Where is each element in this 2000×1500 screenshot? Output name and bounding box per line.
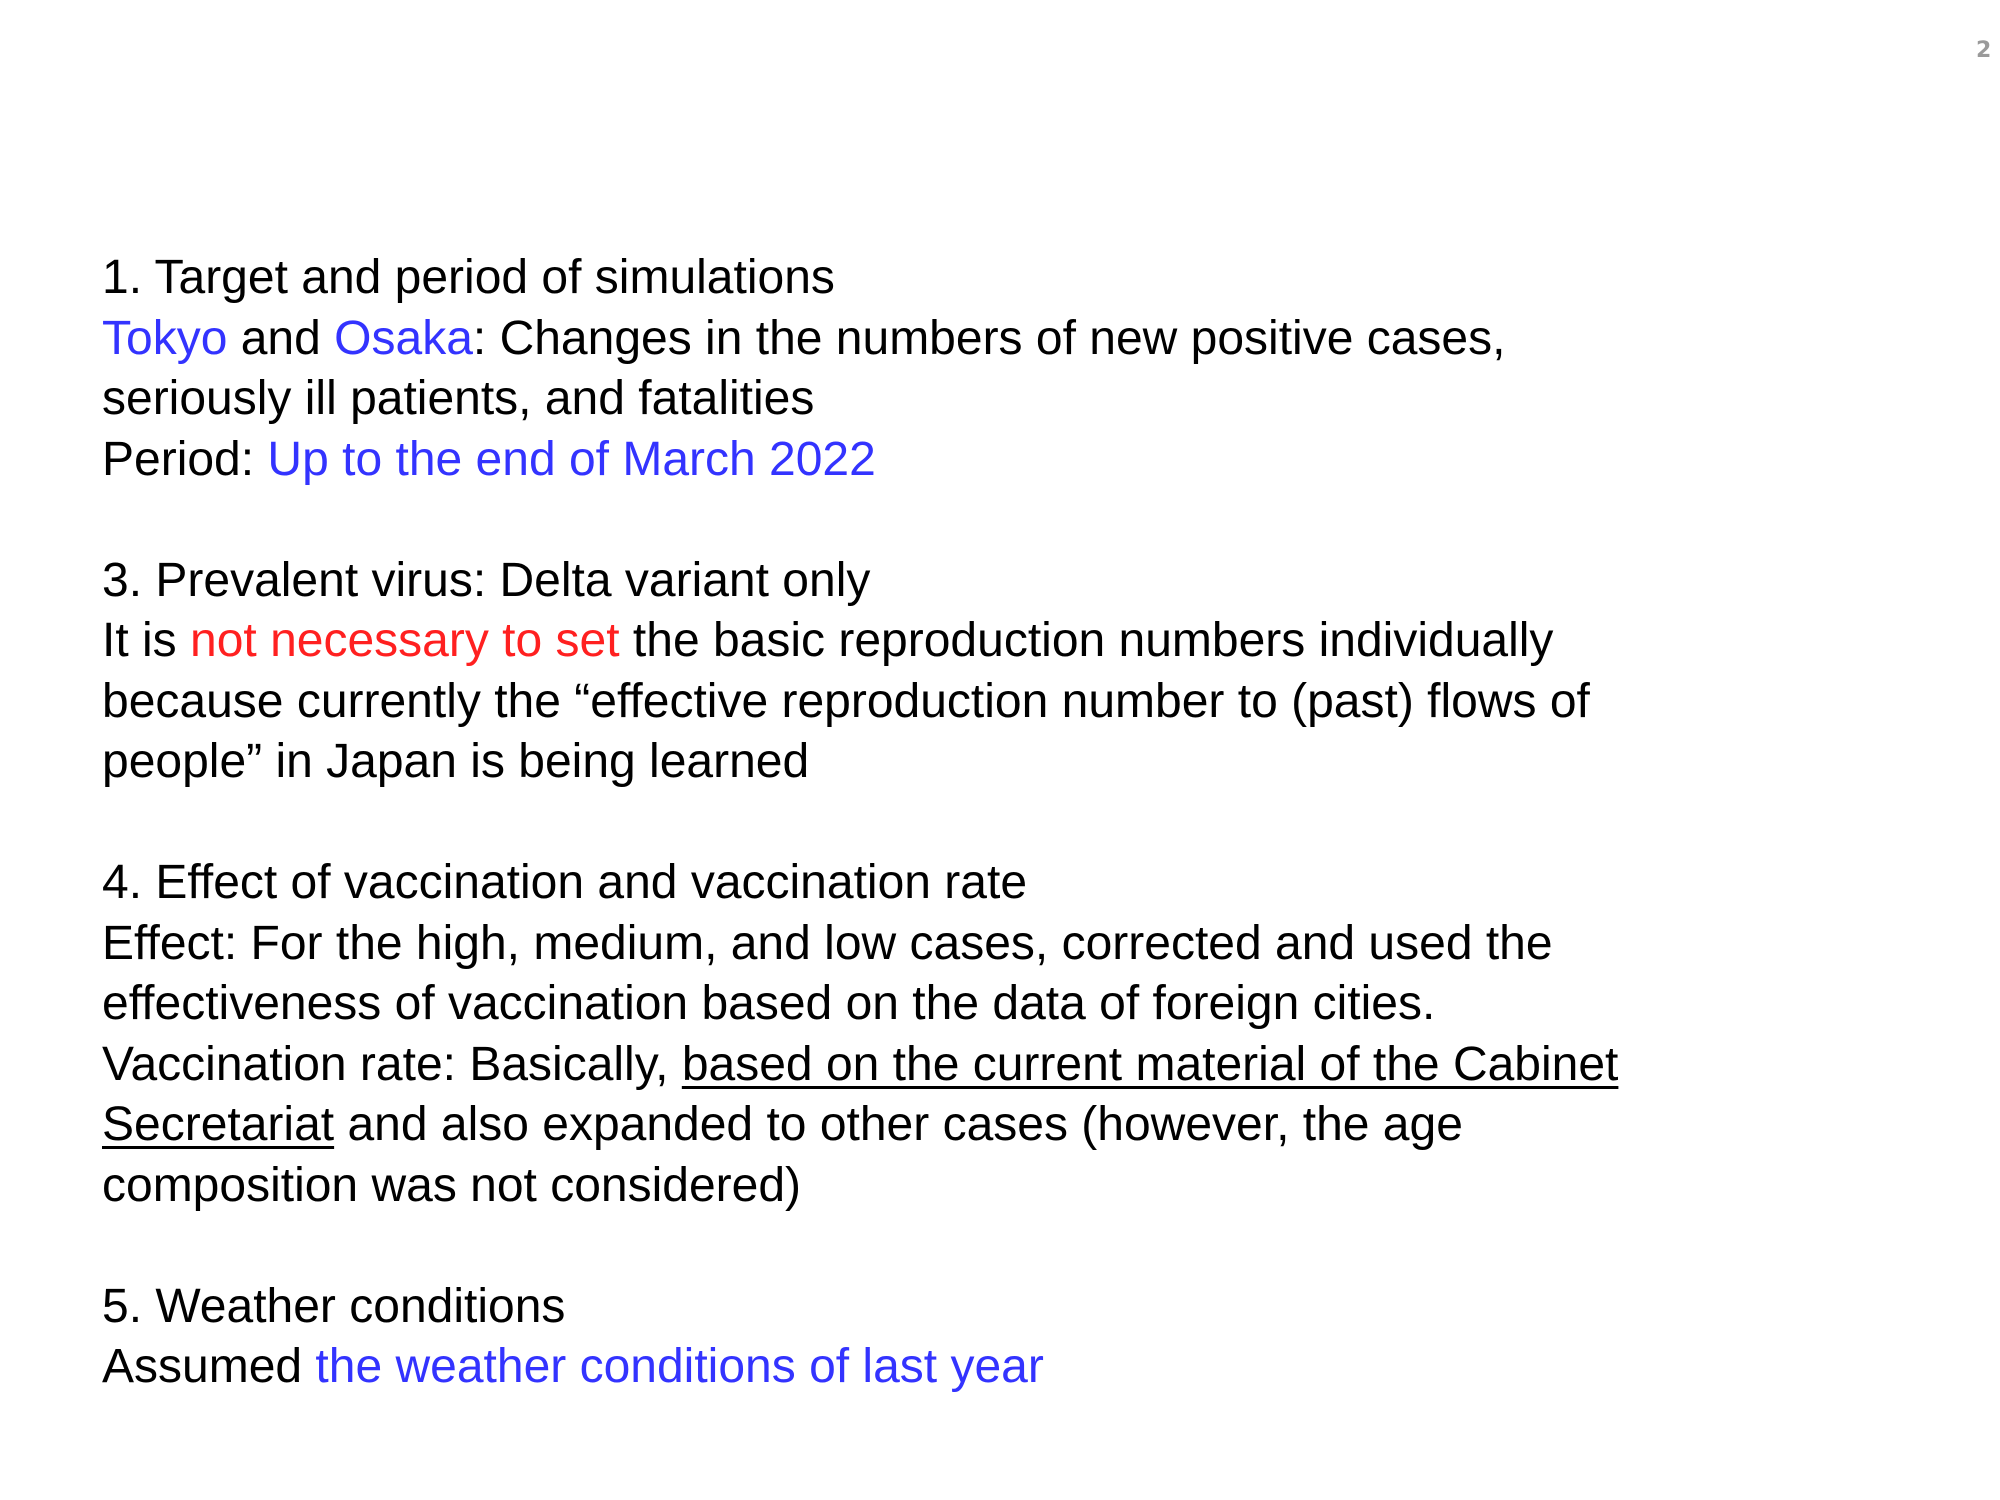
spacer: [102, 793, 1892, 854]
section-1-heading: 1. Target and period of simulations: [102, 251, 835, 304]
tokyo-highlight: Tokyo: [102, 311, 228, 365]
section-1-line-2: seriously ill patients, and fatalities: [102, 372, 815, 425]
vaccination-rate-line-1: [102, 1035, 1892, 1096]
section-1-line-1-rest: : Changes in the numbers of new positive cases,: [472, 311, 1506, 365]
effect-line-2: effectiveness of vaccination based on the data of foreign cities.: [102, 977, 1436, 1030]
slide-body: [102, 248, 1892, 1398]
section-1-line-1: [102, 309, 1892, 370]
section-3-line-1-post: the basic reproduction numbers individually: [619, 614, 1554, 667]
osaka-highlight: Osaka: [334, 311, 473, 365]
page-number: 2: [1976, 38, 1992, 63]
section-3-line-2: because currently the “effective reproduction number to (past) flows of: [102, 674, 1590, 728]
cabinet-material-underlined: based on the current material of the Cabinet: [681, 1037, 1619, 1091]
section-4-heading: 4. Effect of vaccination and vaccination rate: [102, 856, 1028, 909]
period-line: [102, 430, 1892, 491]
period-label: Period:: [102, 432, 268, 486]
vaccination-rate-line-2: [102, 1095, 1892, 1156]
section-3-heading: 3. Prevalent virus: Delta variant only: [102, 553, 871, 607]
section-5-heading: 5. Weather conditions: [102, 1279, 566, 1333]
spacer: [102, 490, 1892, 551]
secretariat-underlined: Secretariat: [102, 1098, 335, 1151]
weather-highlight: the weather conditions of last year: [315, 1340, 1044, 1393]
and-text: and: [227, 311, 335, 365]
vaccination-rate-line-3: composition was not considered): [102, 1158, 802, 1212]
not-necessary-highlight: not necessary to set: [190, 614, 620, 667]
effect-line-1: Effect: For the high, medium, and low cases, corrected and used the: [102, 916, 1553, 970]
vaccination-rate-line-2-post: and also expanded to other cases (however, the age: [334, 1098, 1463, 1151]
period-value: Up to the end of March 2022: [267, 432, 876, 486]
section-3-line-1: [102, 611, 1892, 672]
weather-pre: Assumed: [102, 1340, 316, 1393]
section-3-line-1-pre: It is: [102, 614, 191, 667]
vaccination-rate-pre: Vaccination rate: Basically,: [102, 1037, 682, 1091]
section-3-line-3: people” in Japan is being learned: [102, 735, 810, 788]
weather-line: [102, 1337, 1892, 1398]
spacer: [102, 1216, 1892, 1277]
